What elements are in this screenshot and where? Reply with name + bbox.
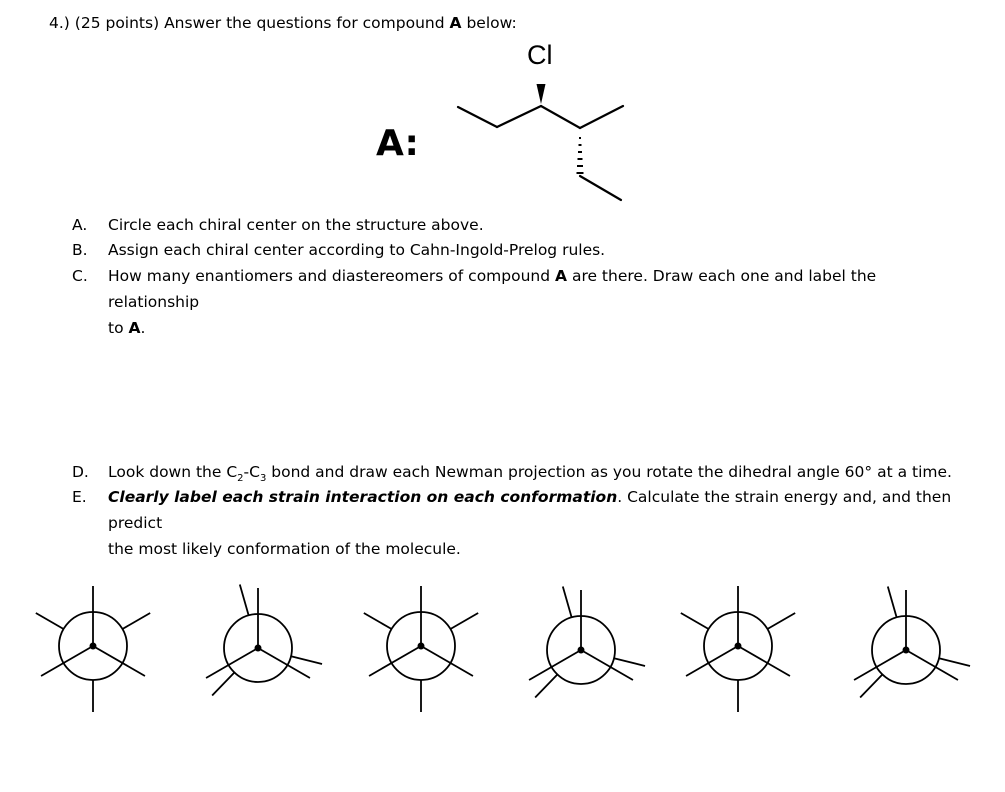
compound-label: A: xyxy=(376,123,419,164)
question-e-letter: E. xyxy=(72,488,87,506)
question-e-text: Clearly label each strain interaction on each conformation. Calculate the strain energy and, and then predict the most likely conformation of the molecule. xyxy=(108,488,952,558)
question-number: 4.) xyxy=(49,14,70,32)
question-a-text: Circle each chiral center on the structure above. xyxy=(108,216,484,234)
chlorine-label: Cl xyxy=(527,40,553,70)
newman-conformation-5 xyxy=(681,586,795,712)
newman-conformation-6 xyxy=(854,587,970,698)
newman-conformation-2 xyxy=(206,585,322,696)
question-c-text: How many enantiomers and diastereomers of compound A are there. Draw each one and label the relationship to A. xyxy=(108,267,877,337)
question-b-letter: B. xyxy=(72,241,88,259)
question-c-letter: C. xyxy=(72,267,88,285)
question-points: (25 points) xyxy=(74,14,160,32)
question-suffix: below: xyxy=(466,14,517,32)
question-d-letter: D. xyxy=(72,463,89,481)
question-prompt: Answer the questions for compound xyxy=(164,14,445,32)
question-d-text: Look down the $C_2-C_3$ bond and draw each Newman projection as you rotate the dihedral angle 60° at a time. xyxy=(108,463,952,485)
compound-name: A xyxy=(449,14,462,32)
newman-conformation-4 xyxy=(529,587,645,698)
question-a-letter: A. xyxy=(72,216,88,234)
newman-conformation-3 xyxy=(364,586,478,712)
question-b-text: Assign each chiral center according to Cahn-Ingold-Prelog rules. xyxy=(108,241,606,259)
newman-conformation-1 xyxy=(36,586,150,712)
